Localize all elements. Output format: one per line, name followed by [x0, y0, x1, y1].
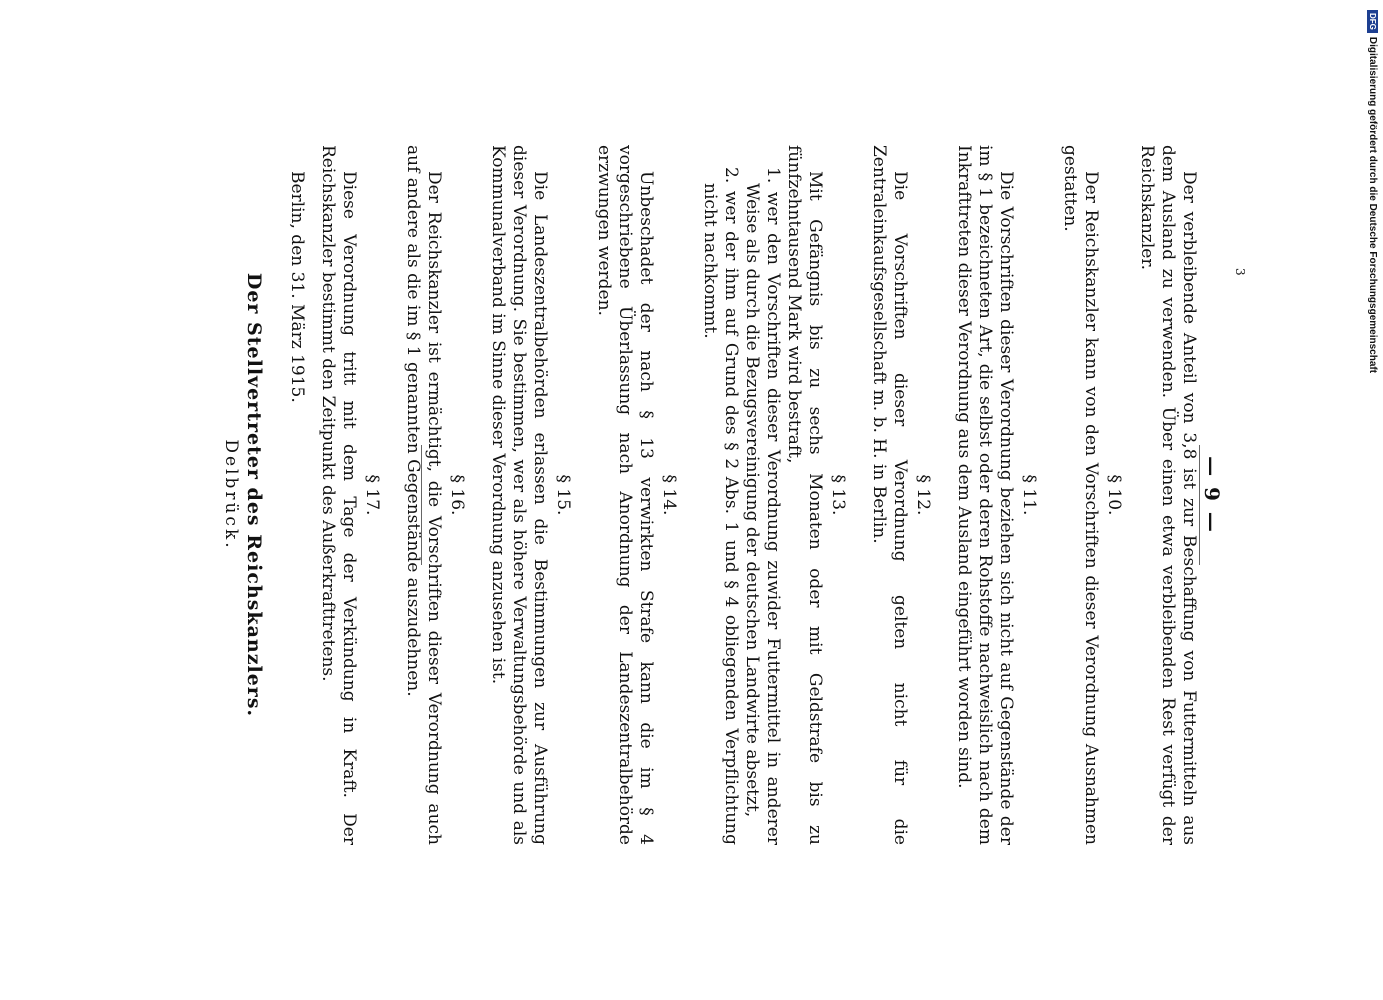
intro-paragraph: Der verbleibende Anteil von 3,8 ist zur Beschaffung von Futtermitteln aus dem Ausland zu verwenden. Über einen etwa verbleibenden Rest verfügt der Reichskanzler. [1137, 145, 1199, 845]
section-heading-14: § 14. [659, 474, 679, 516]
section-heading-12: § 12. [913, 474, 933, 516]
section-heading-15: § 15. [553, 474, 573, 516]
section-text-12: Die Vorschriften dieser Verordnung gelten nicht für die Zentraleinkaufsgesellschaft m. b. H. in Berlin. [869, 145, 910, 845]
section-text-15: Die Landeszentralbehörden erlassen die Bestimmungen zur Ausführung dieser Verordnung. Sie bestimmen, wer als höhere Verwaltungsbehörde und als Kommunalverband im Sinne dieser Verordnung anzusehen ist. [488, 145, 550, 845]
section-heading-17: § 17. [362, 474, 382, 516]
bottom-rule [421, 445, 422, 565]
section-heading-16: § 16. [447, 474, 467, 516]
top-rule [1199, 445, 1200, 565]
place-date: Berlin, den 31. März 1915. [287, 171, 307, 403]
section-heading-11: § 11. [1019, 474, 1039, 516]
digitization-credit [1367, 10, 1378, 373]
section-heading-13: § 13. [828, 474, 848, 516]
section-text-11: Die Vorschriften dieser Verordnung beziehen sich nicht auf Gegenstände der im § 1 bezeichneten Art, die selbst oder deren Rohstoffe nachweislich nach dem Inkrafttreten dieser Verordnung aus dem Ausland eingeführt worden sind. [954, 145, 1016, 845]
list-item: 1. wer den Vorschriften dieser Verordnung zuwider Futtermittel in anderer Weise als durch die Bezugsvereinigung der deutschen Landwirte absetzt, [742, 167, 783, 845]
signature-name: Delbrück. [221, 439, 241, 551]
rotated-text-block [221, 145, 1224, 845]
section-text-14: Unbeschadet der nach § 13 verwirkten Strafe kann die im § 4 vorgeschriebene Überlassung nach Anordnung der Landeszentralbehörde erzwungen werden. [594, 145, 656, 845]
dfg-logo-icon: DFG [1367, 10, 1378, 33]
sheet-mark: 3 [1233, 268, 1247, 276]
list-item: 2. wer der ihm auf Grund des § 2 Abs. 1 und § 4 obliegenden Verpflichtung nicht nachkommt. [700, 167, 741, 845]
section-heading-10: § 10. [1104, 474, 1124, 516]
credit-text: Digitalisierung gefördert durch die Deutsche Forschungsgemeinschaft [1367, 36, 1378, 374]
section-text-16: Der Reichskanzler ist ermächtigt, die Vorschriften dieser Verordnung auch auf andere als die im § 1 genannten Gegenstände auszudehnen. [403, 145, 444, 845]
section-text-17: Diese Verordnung tritt mit dem Tage der Verkündung in Kraft. Der Reichskanzler bestimmt den Zeitpunkt des Außerkrafttretens. [318, 145, 359, 845]
section-text-13: Mit Gefängnis bis zu sechs Monaten oder mit Geldstrafe bis zu fünfzehntausend Mark wird bestraft, [784, 145, 825, 845]
page-number: — 9 — [1200, 456, 1224, 534]
section-text-10: Der Reichskanzler kann von den Vorschriften dieser Verordnung Ausnahmen gestatten. [1060, 145, 1101, 845]
signature-title: Der Stellvertreter des Reichskanzlers. [243, 272, 265, 718]
